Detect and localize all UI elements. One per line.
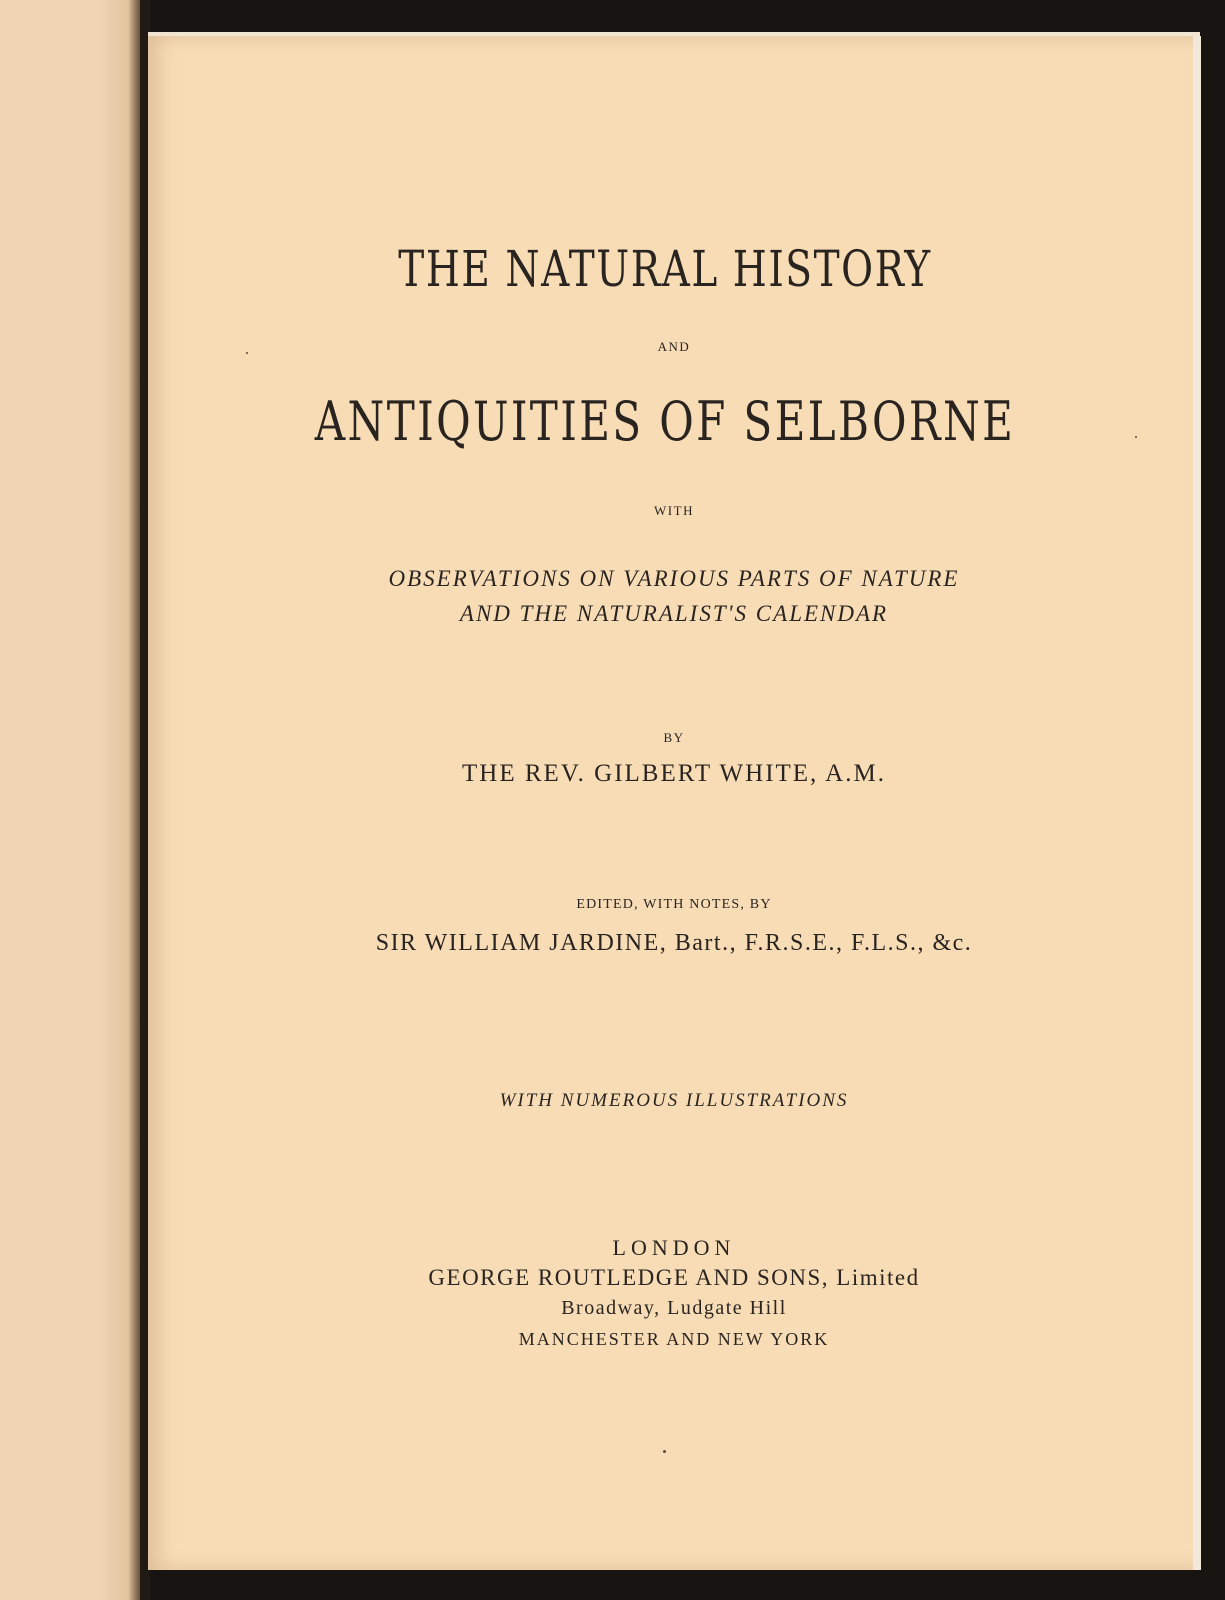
connector-by: BY <box>663 730 685 745</box>
paper-speck <box>663 1450 666 1453</box>
connector-with: WITH <box>654 503 694 518</box>
title-line-1: THE NATURAL HISTORY <box>398 240 932 298</box>
author-line: THE REV. GILBERT WHITE, A.M. <box>462 760 886 787</box>
left-page <box>0 0 140 1600</box>
imprint-other-cities: MANCHESTER AND NEW YORK <box>518 1329 830 1349</box>
paper-speck <box>246 352 248 354</box>
edited-note: EDITED, WITH NOTES, BY <box>576 897 772 912</box>
paper-speck <box>1135 436 1137 438</box>
title-line-2: ANTIQUITIES OF SELBORNE <box>314 390 1016 453</box>
editor-line: SIR WILLIAM JARDINE, Bart., F.R.S.E., F.L.S., &c. <box>375 930 973 956</box>
subtitle-line-2: AND THE NATURALIST'S CALENDAR <box>459 601 889 626</box>
imprint-city: LONDON <box>612 1235 736 1260</box>
illustrations-note: WITH NUMEROUS ILLUSTRATIONS <box>499 1090 849 1111</box>
imprint-publisher: GEORGE ROUTLEDGE AND SONS, Limited <box>428 1265 920 1290</box>
subtitle-line-1: OBSERVATIONS ON VARIOUS PARTS OF NATURE <box>388 566 960 591</box>
imprint-address: Broadway, Ludgate Hill <box>561 1297 787 1319</box>
connector-and: AND <box>657 339 691 354</box>
